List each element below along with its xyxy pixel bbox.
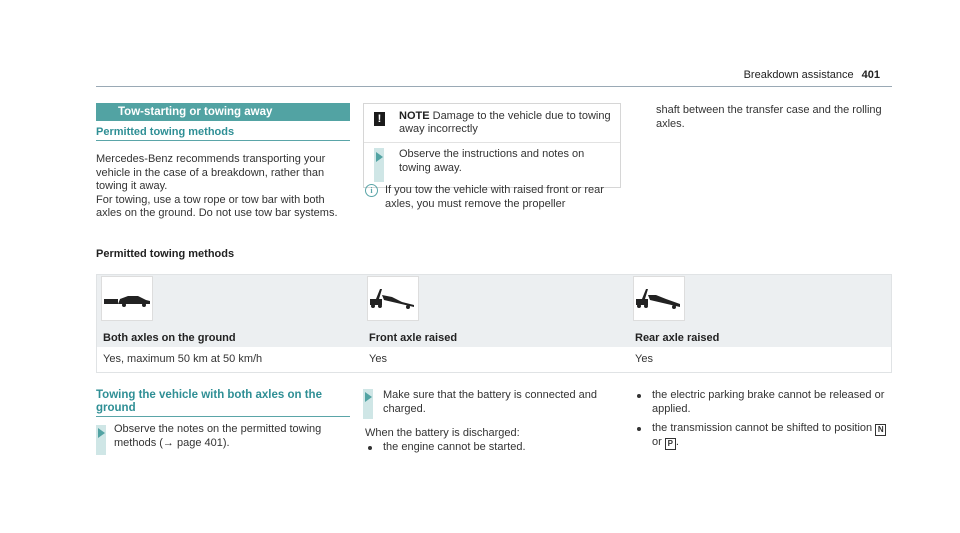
table-title: Permitted towing methods (96, 248, 235, 260)
tow-truck-front-icon (368, 277, 418, 320)
or-text: or (652, 436, 662, 448)
note-header (364, 104, 620, 143)
col-header-rear-raised: Rear axle raised (635, 332, 720, 344)
step-marker (363, 389, 373, 419)
col-header-both-axles: Both axles on the ground (103, 332, 236, 344)
note-box (363, 103, 621, 188)
note-instruction: Observe the instructions and notes on towing away. (399, 148, 585, 174)
step-marker (374, 148, 384, 182)
cell-both-axles: Yes, maximum 50 km at 50 km/h (103, 353, 263, 365)
note-label: NOTE (399, 110, 430, 122)
towing-methods-table (96, 274, 892, 373)
section2-title (96, 389, 352, 415)
col-header-front-raised: Front axle raised (369, 332, 458, 344)
car-front-raised-image (367, 276, 419, 321)
info-icon: i (365, 184, 378, 197)
note-instruction-row (364, 142, 620, 188)
continued-text: shaft between the transfer case and the rolling axles. (656, 104, 882, 130)
section4-bullet1: the electric parking brake cannot be released or applied. (652, 389, 885, 415)
section3-step: Make sure that the battery is connected and charged. (383, 389, 598, 415)
bullet-icon (368, 446, 372, 450)
section2-title-line1: Towing the vehicle with both axles on the (96, 389, 322, 401)
bullet-icon (637, 394, 641, 398)
car-on-ground-icon (102, 277, 152, 320)
section2-step: Observe the notes on the permitted towing methods (→ page 401). (114, 423, 322, 449)
running-head (744, 69, 880, 81)
section4-bullet2-text: the transmission cannot be shifted to position (652, 422, 873, 434)
note-text (399, 110, 614, 136)
intro-text (96, 153, 352, 221)
section-subtitle: Permitted towing methods (96, 126, 235, 138)
tow-truck-rear-icon (634, 277, 684, 320)
section4-bullet2: the transmission cannot be shifted to position N or P . (652, 422, 892, 450)
intro-paragraph-1: Mercedes-Benz recommends transporting your vehicle in the case of a breakdown, rather than towing it away. (96, 153, 326, 192)
section2-title-line2: ground (96, 402, 136, 414)
section2-rule (96, 416, 350, 417)
step-marker (96, 425, 106, 455)
car-rear-raised-image (633, 276, 685, 321)
play-arrow-icon (365, 392, 372, 402)
key-p-icon: P (665, 438, 676, 450)
play-arrow-icon (98, 428, 105, 438)
cell-front-raised: Yes (369, 353, 387, 365)
page-number: 401 (861, 69, 880, 81)
note-description: Damage to the vehicle due to towing away incorrectly (399, 110, 611, 135)
info-text: If you tow the vehicle with raised front or rear axles, you must remove the propeller (385, 184, 604, 210)
intro-paragraph-2: For towing, use a tow rope or tow bar with both axles on the ground. Do not use tow bar systems. (96, 193, 338, 219)
subtitle-rule (96, 140, 350, 141)
running-head-section: Breakdown assistance (743, 69, 854, 81)
exclamation-icon: ! (374, 112, 385, 126)
cell-rear-raised: Yes (635, 353, 653, 365)
section3-bullet: the engine cannot be started. (383, 441, 526, 453)
play-arrow-icon (376, 152, 383, 162)
section-title-bar: Tow-starting or towing away (96, 103, 350, 121)
key-n-icon: N (875, 424, 886, 436)
car-both-axles-image (101, 276, 153, 321)
table-row (97, 348, 891, 372)
header-rule (96, 86, 892, 87)
section3-lead: When the battery is discharged: (365, 427, 520, 439)
bullet-icon (637, 427, 641, 431)
